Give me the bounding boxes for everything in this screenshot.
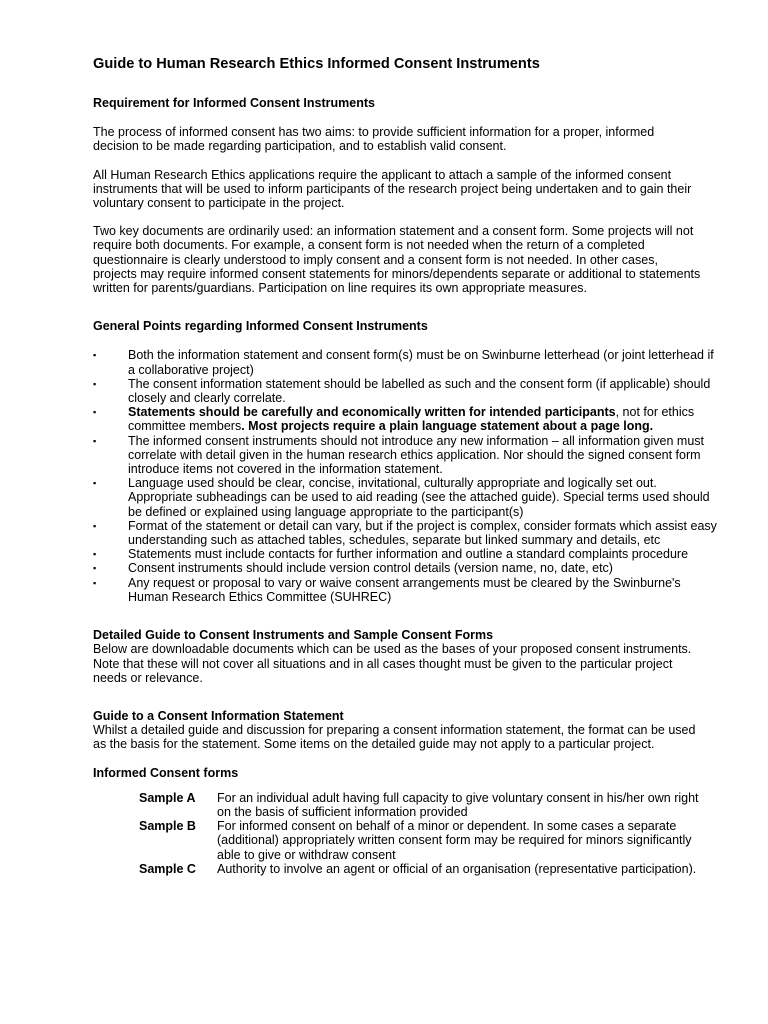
sample-description: For an individual adult having full capacity to give voluntary consent in his/her own right on the basis of sufficient information provided [217, 790, 699, 819]
bullet-icon: ▪ [93, 549, 97, 560]
bullet-icon: ▪ [93, 407, 97, 418]
consent-forms-heading: Informed Consent forms [93, 765, 239, 780]
list-item [93, 561, 718, 575]
list-item-text: Consent instruments should include version control details (version name, no, date, etc) [128, 561, 613, 576]
list-item-text: The informed consent instruments should not introduce any new information – all information given must correlate with detail given in the human research ethics application. Nor should the signed consent form introduce items not covered in the information statement. [128, 433, 704, 477]
list-item-text: Any request or proposal to vary or waive consent arrangements must be cleared by the Swinburne's Human Research Ethics Committee (SUHREC) [128, 575, 681, 604]
paragraph: Two key documents are ordinarily used: an information statement and a consent form. Some projects will not require both documents. For example, a consent form is not needed when the return of a completed questionnaire is clearly understood to imply consent and a consent form is not needed. In other cases, projects may require informed consent statements for minors/dependents separate or additional to statements written for parents/guardians. Participation on line requires its own appropriate measures. [93, 224, 701, 296]
paragraph: Below are downloadable documents which can be used as the bases of your proposed consent instruments. Note that these will not cover all situations and in all cases thought must be given to the particular project needs or relevance. [93, 642, 692, 685]
bullet-icon: ▪ [93, 378, 97, 389]
info-statement-section [93, 709, 708, 752]
bullet-icon: ▪ [93, 520, 97, 531]
list-item [93, 547, 718, 561]
list-item-text: The consent information statement should be labelled as such and the consent form (if applicable) should closely and clearly correlate. [128, 376, 711, 406]
document-title: Guide to Human Research Ethics Informed Consent Instruments [93, 56, 540, 72]
samples-list [139, 791, 708, 876]
list-item-text: Statements must include contacts for further information and outline a standard complaints procedure [128, 547, 689, 562]
sample-description: For informed consent on behalf of a minor or dependent. In some cases a separate (additional) appropriately written consent form may be required for minors significantly able to give or withdraw consent [217, 819, 692, 862]
bullet-icon: ▪ [93, 563, 97, 574]
general-points-heading: General Points regarding Informed Consent Instruments [93, 319, 428, 334]
list-item [93, 377, 718, 405]
bullet-icon: ▪ [93, 478, 97, 489]
list-item [93, 348, 718, 376]
consent-forms-section [93, 766, 708, 876]
detailed-guide-section [93, 628, 708, 685]
list-item [93, 576, 718, 604]
sample-label: Sample B [139, 819, 196, 834]
list-item [93, 476, 718, 519]
general-points-list [93, 348, 717, 604]
paragraph: Whilst a detailed guide and discussion for preparing a consent information statement, the format can be used as the basis for the statement. Some items on the detailed guide may not apply to a particular project. [93, 723, 696, 752]
sample-label: Sample A [139, 790, 196, 805]
detailed-guide-heading: Detailed Guide to Consent Instruments and Sample Consent Forms [93, 628, 494, 643]
sample-row [139, 862, 708, 876]
paragraph: The process of informed consent has two aims: to provide sufficient information for a proper, informed decision to be made regarding participation, and to establish valid consent. [93, 125, 655, 154]
list-item-bold-text: . Most projects require a plain language statement about a page long. [241, 419, 654, 434]
sample-label: Sample C [139, 861, 196, 876]
list-item-text: Format of the statement or detail can vary, but if the project is complex, consider formats which assist easy understanding such as attached tables, schedules, separate but linked summary and details, etc [128, 518, 717, 548]
requirement-heading: Requirement for Informed Consent Instruments [93, 96, 375, 110]
info-statement-heading: Guide to a Consent Information Statement [93, 708, 344, 723]
requirement-section [93, 96, 708, 295]
list-item-text: Language used should be clear, concise, invitational, culturally appropriate and logically set out. Appropriate subheadings can be used to aid reading (see the attached guide). Special terms used should be defined or explained using language appropriate to the participant(s) [128, 476, 710, 519]
bullet-icon: ▪ [93, 435, 97, 446]
sample-row [139, 791, 708, 819]
general-points-section [93, 319, 717, 604]
paragraph: All Human Research Ethics applications require the applicant to attach a sample of the informed consent instruments that will be used to inform participants of the research project being undertaken and to gain their voluntary consent to participate in the project. [93, 167, 692, 211]
bullet-icon: ▪ [93, 350, 97, 361]
bullet-icon: ▪ [93, 577, 97, 588]
sample-row [139, 819, 708, 862]
list-item [93, 405, 718, 433]
list-item-bold-text: Statements should be carefully and economically written for intended participants [128, 405, 616, 420]
list-item-text: , not for ethics committee members [128, 405, 695, 434]
list-item [93, 519, 718, 547]
list-item-text: Both the information statement and consent form(s) must be on Swinburne letterhead (or joint letterhead if a collaborative project) [128, 348, 714, 377]
list-item [93, 434, 718, 477]
sample-description: Authority to involve an agent or official of an organisation (representative participation). [217, 861, 697, 876]
